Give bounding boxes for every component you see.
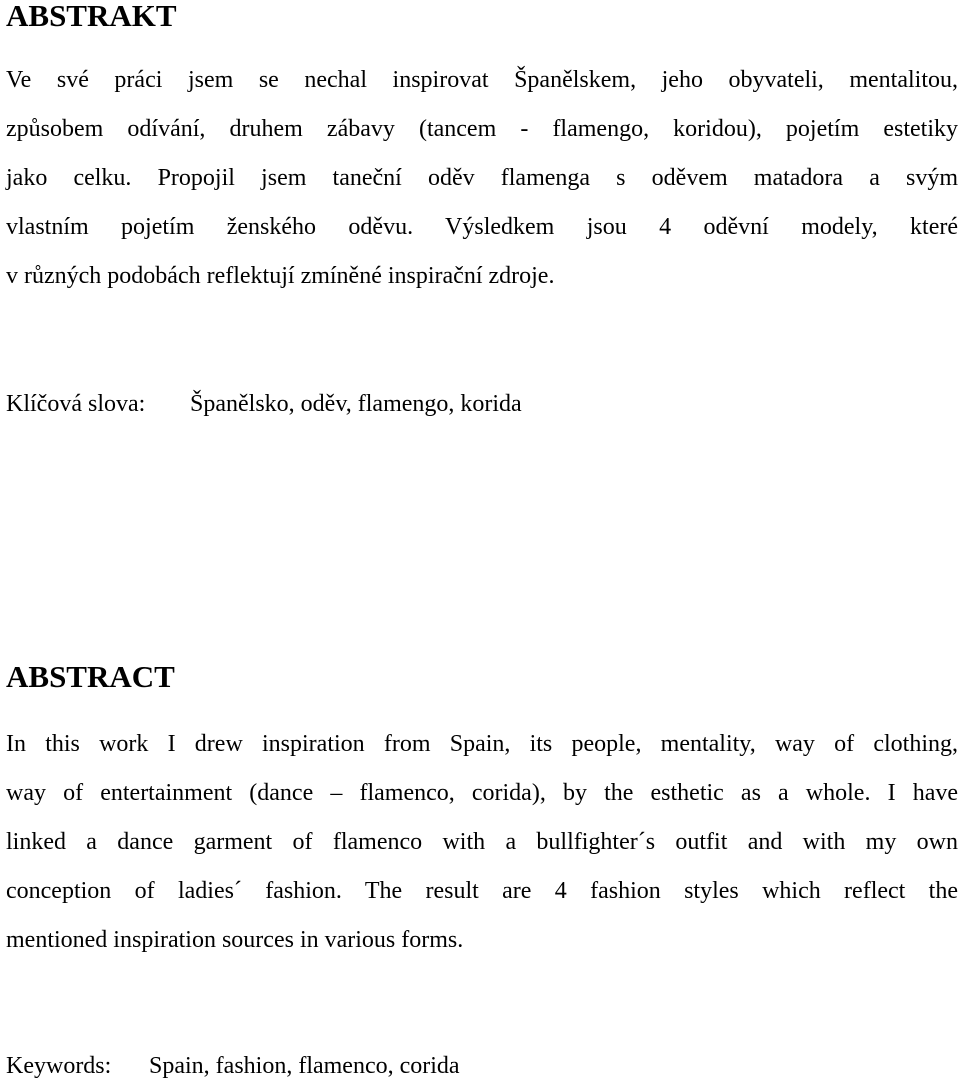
paragraph-line: linked a dance garment of flamenco with a bullfighter´s outfit and with my own [6, 829, 958, 855]
czech-abstract-paragraph [6, 56, 958, 301]
paragraph-line: v různých podobách reflektují zmíněné inspirační zdroje. [6, 263, 555, 289]
paragraph-line: mentioned inspiration sources in various forms. [6, 927, 464, 953]
paragraph-line: In this work I drew inspiration from Spain, its people, mentality, way of clothing, [6, 731, 958, 757]
paragraph-line: conception of ladies´ fashion. The result are 4 fashion styles which reflect the [6, 878, 958, 904]
paragraph-line: way of entertainment (dance – flamenco, corida), by the esthetic as a whole. I have [6, 780, 958, 806]
paragraph-line: jako celku. Propojil jsem taneční oděv flamenga s oděvem matadora a svým [6, 165, 958, 191]
paragraph-line: vlastním pojetím ženského oděvu. Výsledkem jsou 4 oděvní modely, které [6, 214, 958, 240]
czech-keywords [6, 389, 522, 419]
keywords-label: Keywords: [6, 1053, 112, 1079]
keywords-label: Klíčová slova: [6, 391, 146, 417]
keywords-value: Španělsko, oděv, flamengo, korida [190, 391, 522, 417]
english-abstract-paragraph [6, 720, 958, 965]
czech-abstract-heading: ABSTRAKT [6, 0, 177, 33]
paragraph-line: způsobem odívání, druhem zábavy (tancem - flamengo, koridou), pojetím estetiky [6, 116, 958, 142]
keywords-value: Spain, fashion, flamenco, corida [149, 1053, 460, 1079]
english-keywords [6, 1051, 460, 1081]
english-abstract-heading: ABSTRACT [6, 659, 175, 694]
paragraph-line: Ve své práci jsem se nechal inspirovat Španělskem, jeho obyvateli, mentalitou, [6, 67, 958, 93]
